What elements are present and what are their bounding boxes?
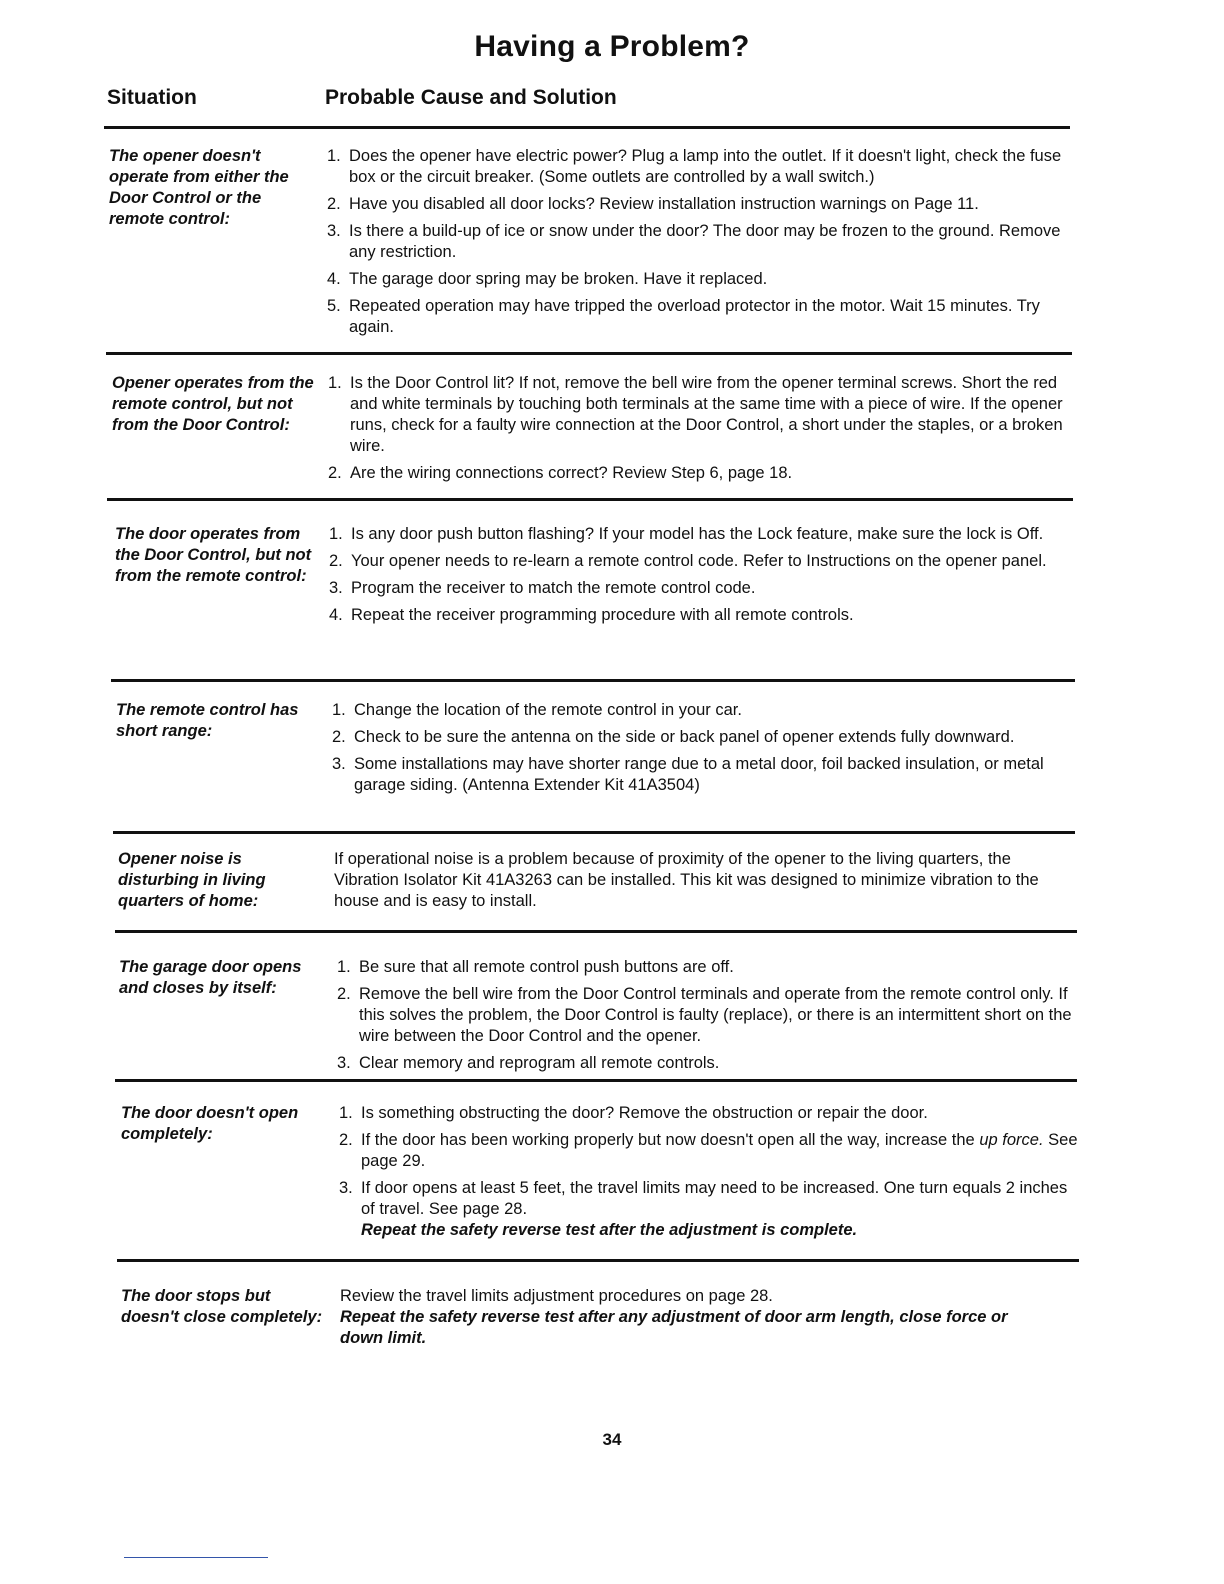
divider xyxy=(104,126,1070,129)
divider xyxy=(106,352,1072,355)
list-item: 3. Clear memory and reprogram all remote controls. xyxy=(337,1054,720,1072)
divider xyxy=(113,831,1075,834)
solution-list xyxy=(337,957,1077,1080)
cause-column-header: Probable Cause and Solution xyxy=(325,86,617,109)
list-item: 2. If the door has been working properly but now doesn't open all the way, increase the up force. See page 29. xyxy=(339,1131,1078,1170)
list-item: 4. The garage door spring may be broken. Have it replaced. xyxy=(327,270,768,288)
situation-label: The opener doesn't operate from either the Door Control or the remote control: xyxy=(109,147,289,228)
solution-list xyxy=(328,373,1068,490)
list-item: 2. Your opener needs to re-learn a remote control code. Refer to Instructions on the opener panel. xyxy=(329,552,1047,570)
list-item: 1. Is the Door Control lit? If not, remove the bell wire from the opener terminal screws. Short the red and white terminals by touching both terminals at the same time with a piece of wire. If the opener runs, check for a faulty wire connection at the Door Control, a short under the staples, or a broken wire. xyxy=(328,374,1063,455)
footer-line xyxy=(124,1557,268,1558)
solution-list xyxy=(327,146,1067,344)
situation-label: The garage door opens and closes by itself: xyxy=(119,958,302,997)
safety-warning: Repeat the safety reverse test after any adjustment of door arm length, close force or down limit. xyxy=(340,1308,1008,1347)
safety-warning: Repeat the safety reverse test after the adjustment is complete. xyxy=(361,1221,858,1239)
list-item: 2. Check to be sure the antenna on the side or back panel of opener extends fully downward. xyxy=(332,728,1015,746)
list-item: 1. Is something obstructing the door? Remove the obstruction or repair the door. xyxy=(339,1104,928,1122)
solution-list xyxy=(339,1103,1079,1247)
solution-list xyxy=(332,700,1072,802)
list-item: 5. Repeated operation may have tripped the overload protector in the motor. Wait 15 minutes. Try again. xyxy=(327,297,1040,336)
solution-paragraph: Review the travel limits adjustment procedures on page 28. Repeat the safety reverse test after any adjustment of door arm length, close force or down limit. xyxy=(340,1286,1055,1349)
page-title: Having a Problem? xyxy=(474,30,750,63)
list-item: 1. Does the opener have electric power? Plug a lamp into the outlet. If it doesn't light, check the fuse box or the circuit breaker. (Some outlets are controlled by a wall switch.) xyxy=(327,147,1062,186)
page-number: 34 xyxy=(602,1430,622,1449)
situation-label: The door operates from the Door Control, but not from the remote control: xyxy=(115,525,312,585)
situation-column-header: Situation xyxy=(107,86,197,109)
situation-label: Opener noise is disturbing in living quarters of home: xyxy=(118,850,266,910)
list-item: 1. Be sure that all remote control push buttons are off. xyxy=(337,958,734,976)
situation-label: The remote control has short range: xyxy=(116,701,299,740)
list-item: 1. Is any door push button flashing? If your model has the Lock feature, make sure the lock is Off. xyxy=(329,525,1044,543)
situation-label: Opener operates from the remote control, but not from the Door Control: xyxy=(112,374,314,434)
list-item: 3. Program the receiver to match the remote control code. xyxy=(329,579,756,597)
list-item: 1. Change the location of the remote control in your car. xyxy=(332,701,742,719)
divider xyxy=(117,1259,1079,1262)
solution-list xyxy=(329,524,1069,632)
list-item: 4. Repeat the receiver programming procedure with all remote controls. xyxy=(329,606,854,624)
list-item: 2. Have you disabled all door locks? Review installation instruction warnings on Page 11. xyxy=(327,195,979,213)
solution-paragraph: If operational noise is a problem because of proximity of the opener to the living quarters, the Vibration Isolator Kit 41A3263 can be installed. This kit was designed to minimize vibration to the house and is easy to install. xyxy=(334,850,1039,910)
situation-label: The door stops but doesn't close completely: xyxy=(121,1287,323,1326)
list-item: 3. Some installations may have shorter range due to a metal door, foil backed insulation, or metal garage siding. (Antenna Extender Kit 41A3504) xyxy=(332,755,1044,794)
divider xyxy=(111,679,1075,682)
list-item: 3. If door opens at least 5 feet, the travel limits may need to be increased. One turn equals 2 inches of travel. See page 28. Repeat the safety reverse test after the adjustment is complete. xyxy=(339,1178,1079,1241)
divider xyxy=(107,498,1073,501)
divider xyxy=(115,930,1077,933)
list-item: 3. Is there a build-up of ice or snow under the door? The door may be frozen to the ground. Remove any restriction. xyxy=(327,222,1061,261)
list-item: 2. Are the wiring connections correct? Review Step 6, page 18. xyxy=(328,464,793,482)
divider xyxy=(115,1079,1077,1082)
situation-label: The door doesn't open completely: xyxy=(121,1104,299,1143)
list-item: 2. Remove the bell wire from the Door Control terminals and operate from the remote control only. If this solves the problem, the Door Control is faulty (replace), or there is an intermittent short on the wire between the Door Control and the opener. xyxy=(337,985,1072,1045)
